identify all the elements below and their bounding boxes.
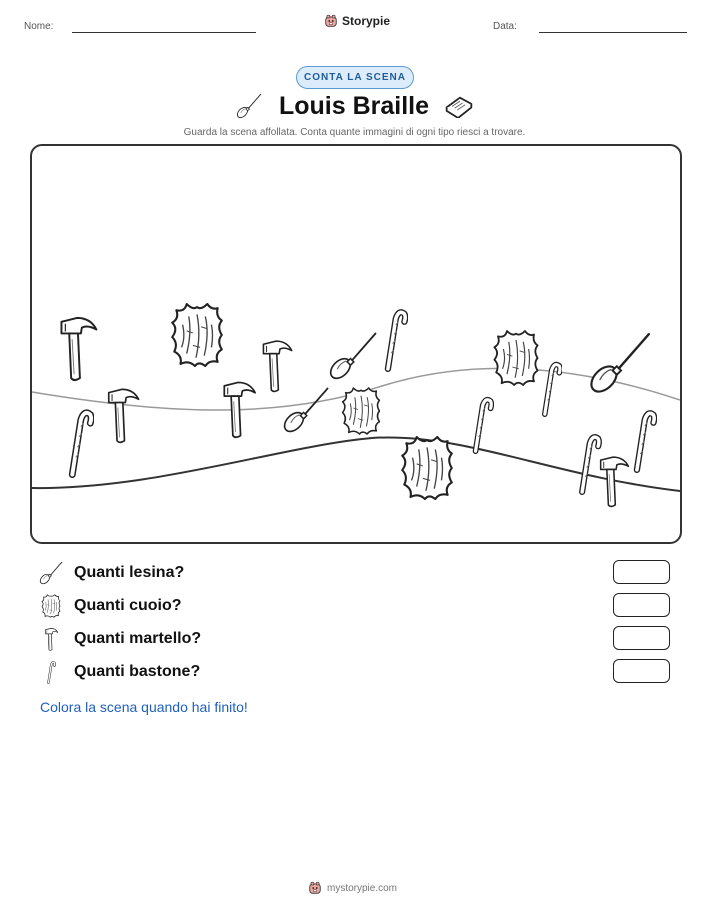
brand-name: Storypie bbox=[342, 14, 391, 28]
hammer-icon bbox=[263, 341, 291, 391]
cane-icon bbox=[72, 413, 91, 475]
leather-hide-icon bbox=[343, 388, 380, 434]
coloring-note: Colora la scena quando hai finito! bbox=[40, 699, 248, 715]
page-title: Louis Braille bbox=[278, 92, 430, 120]
date-field[interactable] bbox=[539, 32, 687, 33]
question-awl bbox=[38, 561, 184, 585]
awl-icon bbox=[38, 561, 64, 585]
answer-box-cane[interactable] bbox=[613, 659, 670, 683]
leather-hide-icon bbox=[402, 437, 452, 499]
question-text: Quanti cuoio? bbox=[74, 597, 182, 614]
answer-box-awl[interactable] bbox=[613, 560, 670, 584]
hammer-icon bbox=[109, 389, 139, 442]
leather-hide-icon bbox=[38, 594, 64, 618]
cane-icon bbox=[476, 400, 492, 451]
awl-icon bbox=[236, 93, 262, 119]
leather-hide-icon bbox=[494, 331, 537, 385]
question-hammer bbox=[38, 627, 201, 651]
instructions: Guarda la scena affollata. Conta quante immagini di ogni tipo riesci a trovare. bbox=[183, 127, 526, 138]
awl-icon bbox=[281, 388, 328, 435]
question-text: Quanti bastone? bbox=[74, 663, 201, 680]
hammer-icon bbox=[38, 627, 64, 651]
awl-icon bbox=[587, 334, 649, 396]
cane-icon bbox=[637, 413, 654, 470]
crowded-scene bbox=[30, 144, 682, 544]
question-text: Quanti martello? bbox=[74, 630, 202, 647]
answer-box-hammer[interactable] bbox=[613, 626, 670, 650]
footer-url[interactable]: mystorypie.com bbox=[327, 882, 398, 894]
question-cane bbox=[38, 660, 200, 684]
activity-badge: CONTA LA SCENA bbox=[296, 66, 414, 89]
scene-illustration bbox=[32, 146, 680, 542]
question-leather bbox=[38, 594, 182, 618]
cane-icon bbox=[388, 312, 405, 369]
mascot-icon bbox=[308, 881, 322, 895]
answer-box-leather[interactable] bbox=[613, 593, 670, 617]
awl-icon bbox=[327, 334, 376, 383]
hammer-icon bbox=[61, 318, 96, 380]
brand-logo bbox=[324, 14, 390, 28]
footer bbox=[308, 881, 397, 895]
mascot-icon bbox=[324, 14, 338, 28]
braille-book-icon bbox=[444, 95, 474, 118]
cane-icon bbox=[38, 660, 64, 684]
question-text: Quanti lesina? bbox=[74, 564, 185, 581]
name-label: Nome: bbox=[24, 21, 54, 32]
date-label: Data: bbox=[493, 21, 517, 32]
name-field[interactable] bbox=[72, 32, 256, 33]
cane-icon bbox=[582, 437, 599, 492]
cane-icon bbox=[545, 365, 560, 415]
leather-hide-icon bbox=[172, 304, 222, 366]
